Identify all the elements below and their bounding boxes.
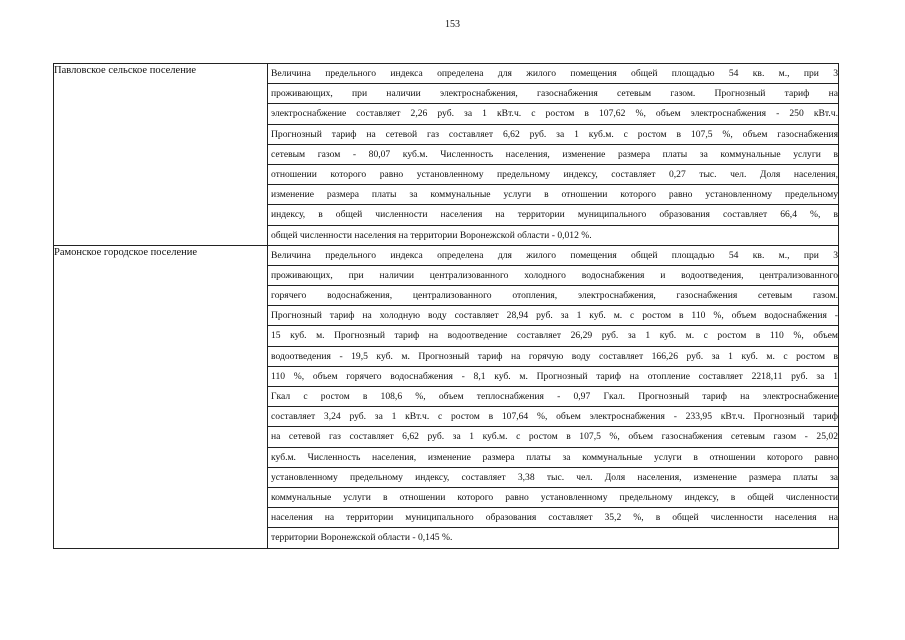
description-line: Величина предельного индекса определена для жилого помещения общей площадью 54 кв. м., при 3	[268, 64, 838, 84]
description-line: отношении которого равно установленному предельному индексу, составляет 0,27 тыс. чел. Доля населения,	[268, 165, 838, 185]
settlement-description	[268, 245, 839, 548]
description-line: сетевым газом - 80,07 куб.м. Численность населения, изменение размера платы за коммунальные услуги в	[268, 145, 838, 165]
description-line: проживающих, при наличии централизованного холодного водоснабжения и водоотведения, централизованного	[268, 266, 838, 286]
description-line: куб.м. Численность населения, изменение размера платы за коммунальные услуги в отношении которого равно	[268, 448, 838, 468]
description-line: установленному предельному индексу, составляет 3,38 тыс. чел. Доля населения, изменение размера платы за	[268, 468, 838, 488]
settlement-description	[268, 64, 839, 246]
description-line: горячего водоснабжения, централизованного отопления, электроснабжения, газоснабжения сетевым газом.	[268, 286, 838, 306]
description-line: 110 %, объем горячего водоснабжения - 8,1 куб. м. Прогнозный тариф на отопление составляет 2218,11 руб. за 1	[268, 367, 838, 387]
description-line: территории Воронежской области - 0,145 %.	[271, 532, 453, 544]
page-number: 153	[445, 19, 460, 30]
description-line: изменение размера платы за коммунальные услуги в отношении которого равно установленному предельному	[268, 185, 838, 205]
description-line: общей численности населения на территории Воронежской области - 0,012 %.	[271, 229, 592, 241]
description-line: 15 куб. м. Прогнозный тариф на водоотведение составляет 26,29 руб. за 1 куб. м. с ростом в 110 %, объем	[268, 326, 838, 346]
description-line: водоотведения - 19,5 куб. м. Прогнозный тариф на горячую воду составляет 166,26 руб. за 1 куб. м. с ростом в	[268, 347, 838, 367]
description-line: Величина предельного индекса определена для жилого помещения общей площадью 54 кв. м., при 3	[268, 246, 838, 266]
description-line: проживающих, при наличии электроснабжения, газоснабжения сетевым газом. Прогнозный тариф на	[268, 84, 838, 104]
description-line: Гкал с ростом в 108,6 %, объем теплоснабжения - 0,97 Гкал. Прогнозный тариф на электроснабжение	[268, 387, 838, 407]
table-row	[54, 245, 839, 548]
table-row	[54, 64, 839, 246]
description-line: коммунальные услуги в отношении которого равно установленному предельному индексу, в общей численности	[268, 488, 838, 508]
description-line: Прогнозный тариф на сетевой газ составляет 6,62 руб. за 1 куб.м. с ростом в 107,5 %, объем газоснабжения	[268, 125, 838, 145]
settlements-table	[53, 63, 839, 549]
description-line: электроснабжение составляет 2,26 руб. за 1 кВт.ч. с ростом в 107,62 %, объем электроснабжения - 250 кВт.ч.	[268, 104, 838, 124]
description-line: Прогнозный тариф на холодную воду составляет 28,94 руб. за 1 куб. м. с ростом в 110 %, объем водоснабжения -	[268, 306, 838, 326]
description-line: населения на территории муниципального образования составляет 35,2 %, в общей численности населения на	[268, 508, 838, 528]
settlement-name: Рамонское городское поселение	[54, 245, 268, 548]
settlement-name: Павловское сельское поселение	[54, 64, 268, 246]
description-line: на сетевой газ составляет 6,62 руб. за 1 куб.м. с ростом в 107,5 %, объем газоснабжения сетевым газом - 25,02	[268, 427, 838, 447]
description-line: составляет 3,24 руб. за 1 кВт.ч. с ростом в 107,64 %, объем электроснабжения - 233,95 кВт.ч. Прогнозный тариф	[268, 407, 838, 427]
description-line: индексу, в общей численности населения на территории муниципального образования составляет 66,4 %, в	[268, 205, 838, 225]
